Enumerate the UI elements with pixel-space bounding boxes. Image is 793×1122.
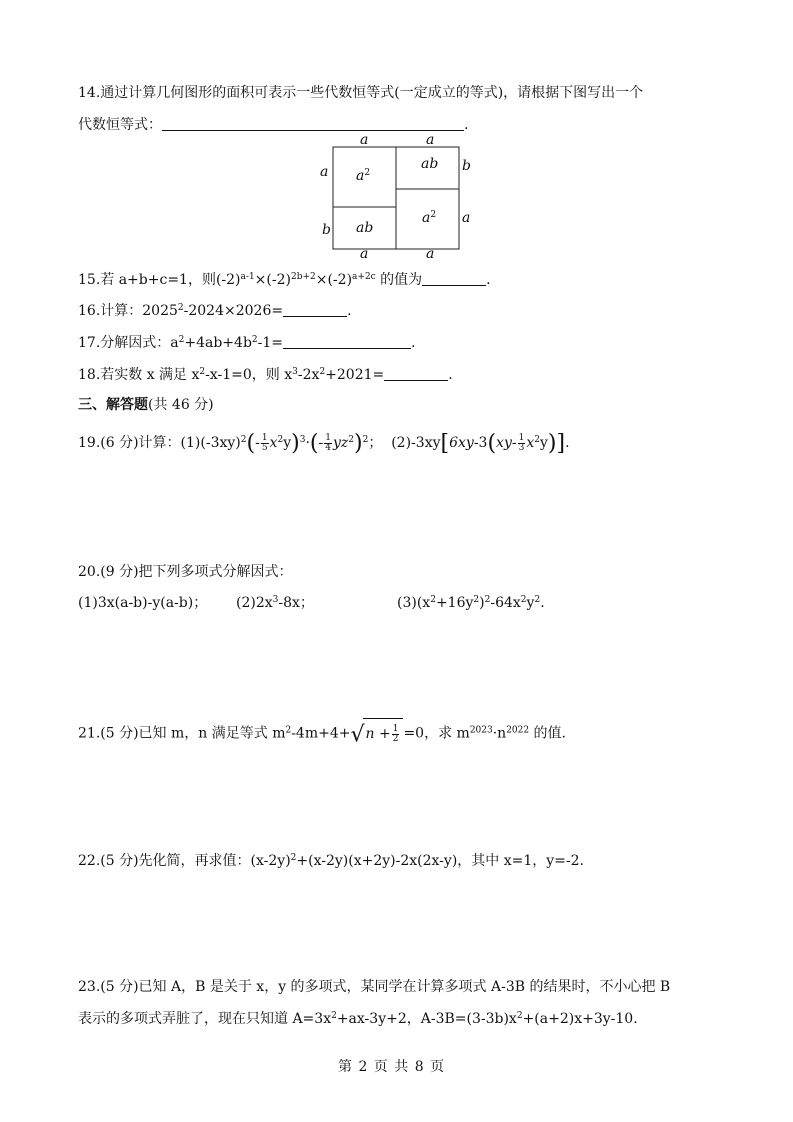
answer-blank[interactable] <box>422 271 486 286</box>
q20-part2: $(2)2x^3-8x$； <box>236 595 314 611</box>
answer-blank[interactable] <box>283 302 347 317</box>
cell-top-left: $a^2$ <box>356 168 371 184</box>
area-figure <box>316 132 476 264</box>
answer-blank[interactable] <box>283 334 411 349</box>
q17: 17.分解因式：$a^2+4ab+4b^2-1=$ . <box>78 335 416 351</box>
left-label-2: b <box>322 222 331 238</box>
q20-part3: $(3)(x^2+16y^2)^2-64x^2y^2$. <box>397 595 545 611</box>
cell-bottom-left: ab <box>356 220 374 236</box>
q21: 21.(5 分)已知 m，n 满足等式 $m^2-4m+4+√n$ + $\frac{1}{2}$ =0，求 $m^{2023}\cdot n^{2022}$ 的值. <box>78 718 566 748</box>
q23-line2: 表示的多项式弄脏了，现在只知道 $A=3x^2+ax-3y+2$，$A-3B=(3-3b)x^2+(a+2)x+3y-10$. <box>78 1011 638 1027</box>
q14-line2 <box>78 116 468 134</box>
answer-blank[interactable] <box>384 366 448 381</box>
figure-lines <box>316 136 476 264</box>
q20-part1: (1)3x(a-b)-y(a-b)； <box>78 595 208 611</box>
q16: 16.计算：$2025^2-2024\times 2026=$ . <box>78 303 352 319</box>
bottom-label-2: a <box>426 246 435 262</box>
q20-title: 20.(9 分)把下列多项式分解因式： <box>78 564 293 580</box>
page-footer: 第 2 页 共 8 页 <box>338 1059 446 1075</box>
q19: 19.(6 分)计算：$(1)(-3xy)^2(-$ $\frac{1}{5}$ $x^2y)^3\cdot(-$ $\frac{1}{4}$ $yz^2)^2$； (2)-3xy[6xy-3(xy- $\frac{1}{3}$ $x^2y$)]. <box>78 431 570 456</box>
q14-line2-prefix: 代数恒等式： <box>78 117 162 133</box>
left-label-1: a <box>320 164 329 180</box>
q14-line2-suffix: . <box>464 117 469 133</box>
q15: 15.若 a+b+c=1，则$(-2)^{a-1}\times(-2)^{2b+2}\times(-2)^{a+2c}$ 的值为 . <box>78 272 491 288</box>
answer-blank[interactable] <box>162 116 464 131</box>
q18: 18.若实数 x 满足 $x^2-x-1=0$，则 $x^3-2x^2+2021=$ . <box>78 367 453 383</box>
section-title: 三、解答题(共 46 分) <box>78 397 214 413</box>
cell-bottom-right: $a^2$ <box>422 210 437 226</box>
cell-top-right: ab <box>421 156 439 172</box>
top-label-1: a <box>360 132 369 148</box>
top-label-2: a <box>426 132 435 148</box>
right-label-1: b <box>462 158 471 174</box>
q14-line1: 14.通过计算几何图形的面积可表示一些代数恒等式(一定成立的等式)，请根据下图写出一个 <box>78 85 644 101</box>
bottom-label-1: a <box>360 246 369 262</box>
right-label-2: a <box>462 210 471 226</box>
q22: 22.(5 分)先化简，再求值：$(x-2y)^2+(x-2y)(x+2y)-2x(2x-y)$，其中 x=1，y=-2. <box>78 853 584 869</box>
q23-line1: 23.(5 分)已知 A，B 是关于 x，y 的多项式，某同学在计算多项式 A-3B 的结果时，不小心把 B <box>78 979 671 995</box>
